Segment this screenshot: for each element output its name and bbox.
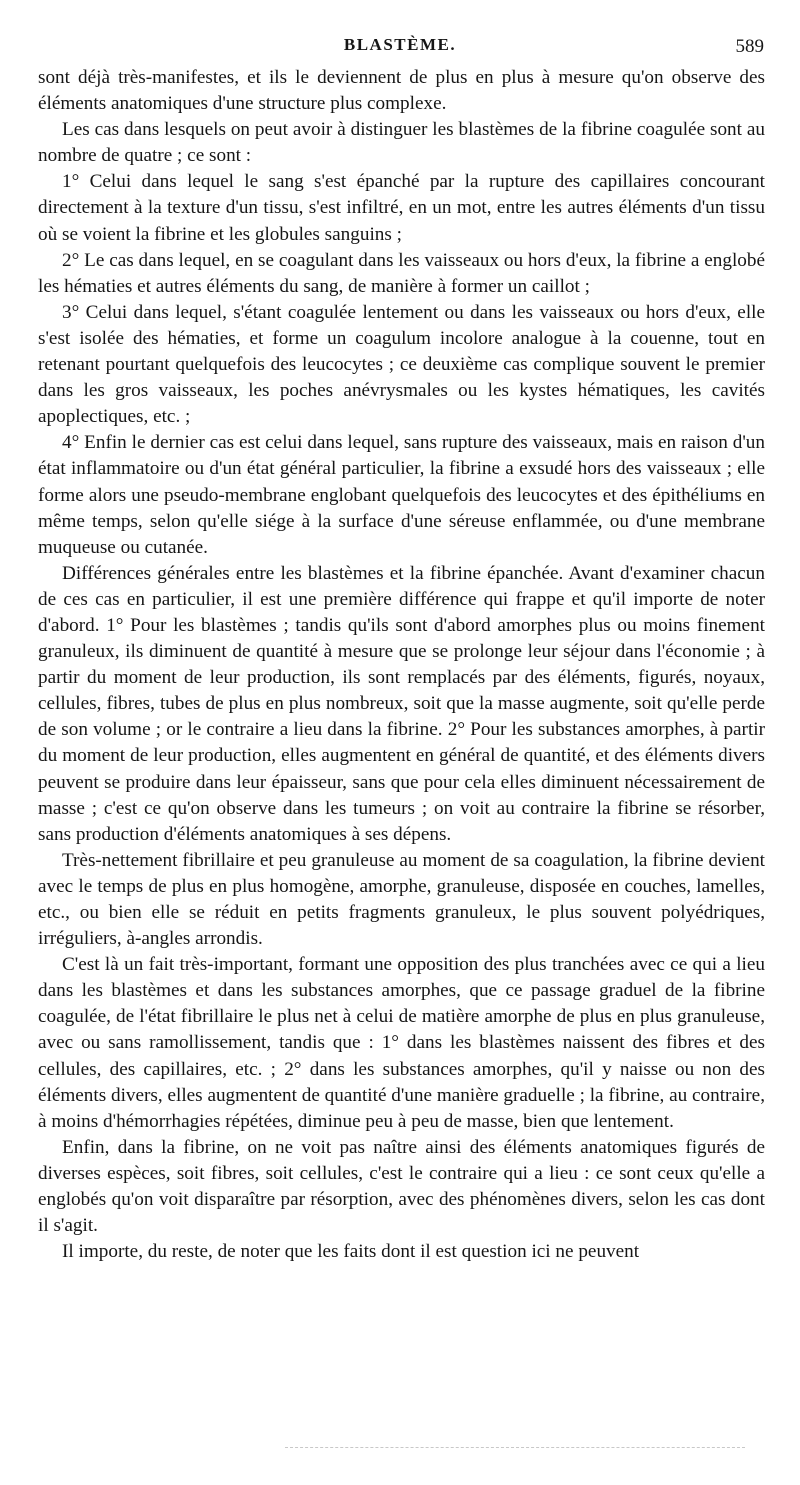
paragraph-cases-intro: Les cas dans lesquels on peut avoir à distinguer les blastèmes de la fibrine coagulée sont au nombre de quatre ; ce sont : [38,119,765,167]
running-title: BLASTÈME. [343,35,457,54]
paragraph-fibrillar: Très-nettement fibrillaire et peu granuleuse au moment de sa coagulation, la fibrine devient avec le temps de plus en plus homogène, amorphe, granuleuse, disposée en couches, lamelles, etc., ou bien elle se réduit en petits fragments granuleux, le plus souvent polyédriques, irréguliers, à-angles arrondis. [38,849,765,950]
paragraph-case-4: 4° Enfin le dernier cas est celui dans lequel, sans rupture des vaisseaux, mais en raison d'un état inflammatoire ou d'un état général particulier, la fibrine a exsudé hors des vaisseaux ; elle forme alors une pseudo-membrane englobant quelquefois des leucocytes et des épithéliums en même temps, selon qu'elle siége à la surface d'une séreuse enflammée, ou d'une membrane muqueuse ou cutanée. [38,432,765,558]
paragraph-general-differences: Différences générales entre les blastèmes et la fibrine épanchée. Avant d'examiner chacun de ces cas en particulier, il est une première différence qui frappe et qu'il importe de noter d'abord. 1° Pour les blastèmes ; tandis qu'ils sont d'abord amorphes plus ou moins finement granuleux, ils diminuent de quantité à mesure que se prolonge leur séjour dans l'économie ; à partir du moment de leur production, ils sont remplacés par des éléments, figurés, noyaux, cellules, fibres, tubes de plus en plus nombreux, soit que la masse augmente, soit qu'elle perde de son volume ; or le contraire a lieu dans la fibrine. 2° Pour les substances amorphes, à partir du moment de leur production, elles augmentent en général de quantité, et des éléments divers peuvent se produire dans leur épaisseur, sans que pour cela elles diminuent nécessairement de masse ; c'est ce qu'on observe dans les tumeurs ; on voit au contraire la fibrine se résorber, sans production d'éléments anatomiques à ses dépens. [38,562,765,845]
page-number: 589 [735,36,764,57]
body-text [38,65,765,1265]
paragraph-case-3: 3° Celui dans lequel, s'étant coagulée lentement ou dans les vaisseaux ou hors d'eux, elle s'est isolée des hématies, et forme un coagulum incolore analogue à la couenne, tout en retenant pourtant quelquefois des leucocytes ; ce deuxième cas complique souvent le premier dans les gros vaisseaux, les poches anévrysmales ou les kystes hématiques, les cavités apoplectiques, etc. ; [38,301,765,428]
paragraph-case-1: 1° Celui dans lequel le sang s'est épanché par la rupture des capillaires concourant directement à la texture d'un tissu, s'est infiltré, en un mot, entre les autres éléments d'un tissu où se voient la fibrine et les globules sanguins ; [38,171,765,245]
paragraph-finally: Enfin, dans la fibrine, on ne voit pas naître ainsi des éléments anatomiques figurés de diverses espèces, soit fibres, soit cellules, c'est le contraire qui a lieu : ce sont ceux qu'elle a englobés qu'on voit disparaître par résorption, avec des phénomènes divers, selon les cas dont il s'agit. [38,1136,765,1237]
paragraph-important-fact: C'est là un fait très-important, formant une opposition des plus tranchées avec ce qui a lieu dans les blastèmes et dans les substances amorphes, que ce passage graduel de la fibrine coagulée, de l'état fibrillaire le plus net à celui de matière amorphe de plus en plus granuleuse, avec ou sans ramollissement, tandis que : 1° dans les blastèmes naissent des fibres et des cellules, des capillaires, etc. ; 2° dans les substances amorphes, qu'il y naisse ou non des éléments divers, elles augmentent de quantité d'une manière graduelle ; la fibrine, au contraire, à moins d'hémorrhagies répétées, diminue peu à peu de masse, bien que lentement. [38,954,765,1132]
paragraph-continuation: sont déjà très-manifestes, et ils le deviennent de plus en plus à mesure qu'on observe des éléments anatomiques d'une structure plus complexe. [38,67,765,115]
paragraph-last: Il importe, du reste, de noter que les faits dont il est question ici ne peuvent [62,1241,640,1263]
footer-scan-marks [285,1447,745,1450]
paragraph-case-2: 2° Le cas dans lequel, en se coagulant dans les vaisseaux ou hors d'eux, la fibrine a englobé les hématies et autres éléments du sang, de manière à former un caillot ; [38,249,765,297]
